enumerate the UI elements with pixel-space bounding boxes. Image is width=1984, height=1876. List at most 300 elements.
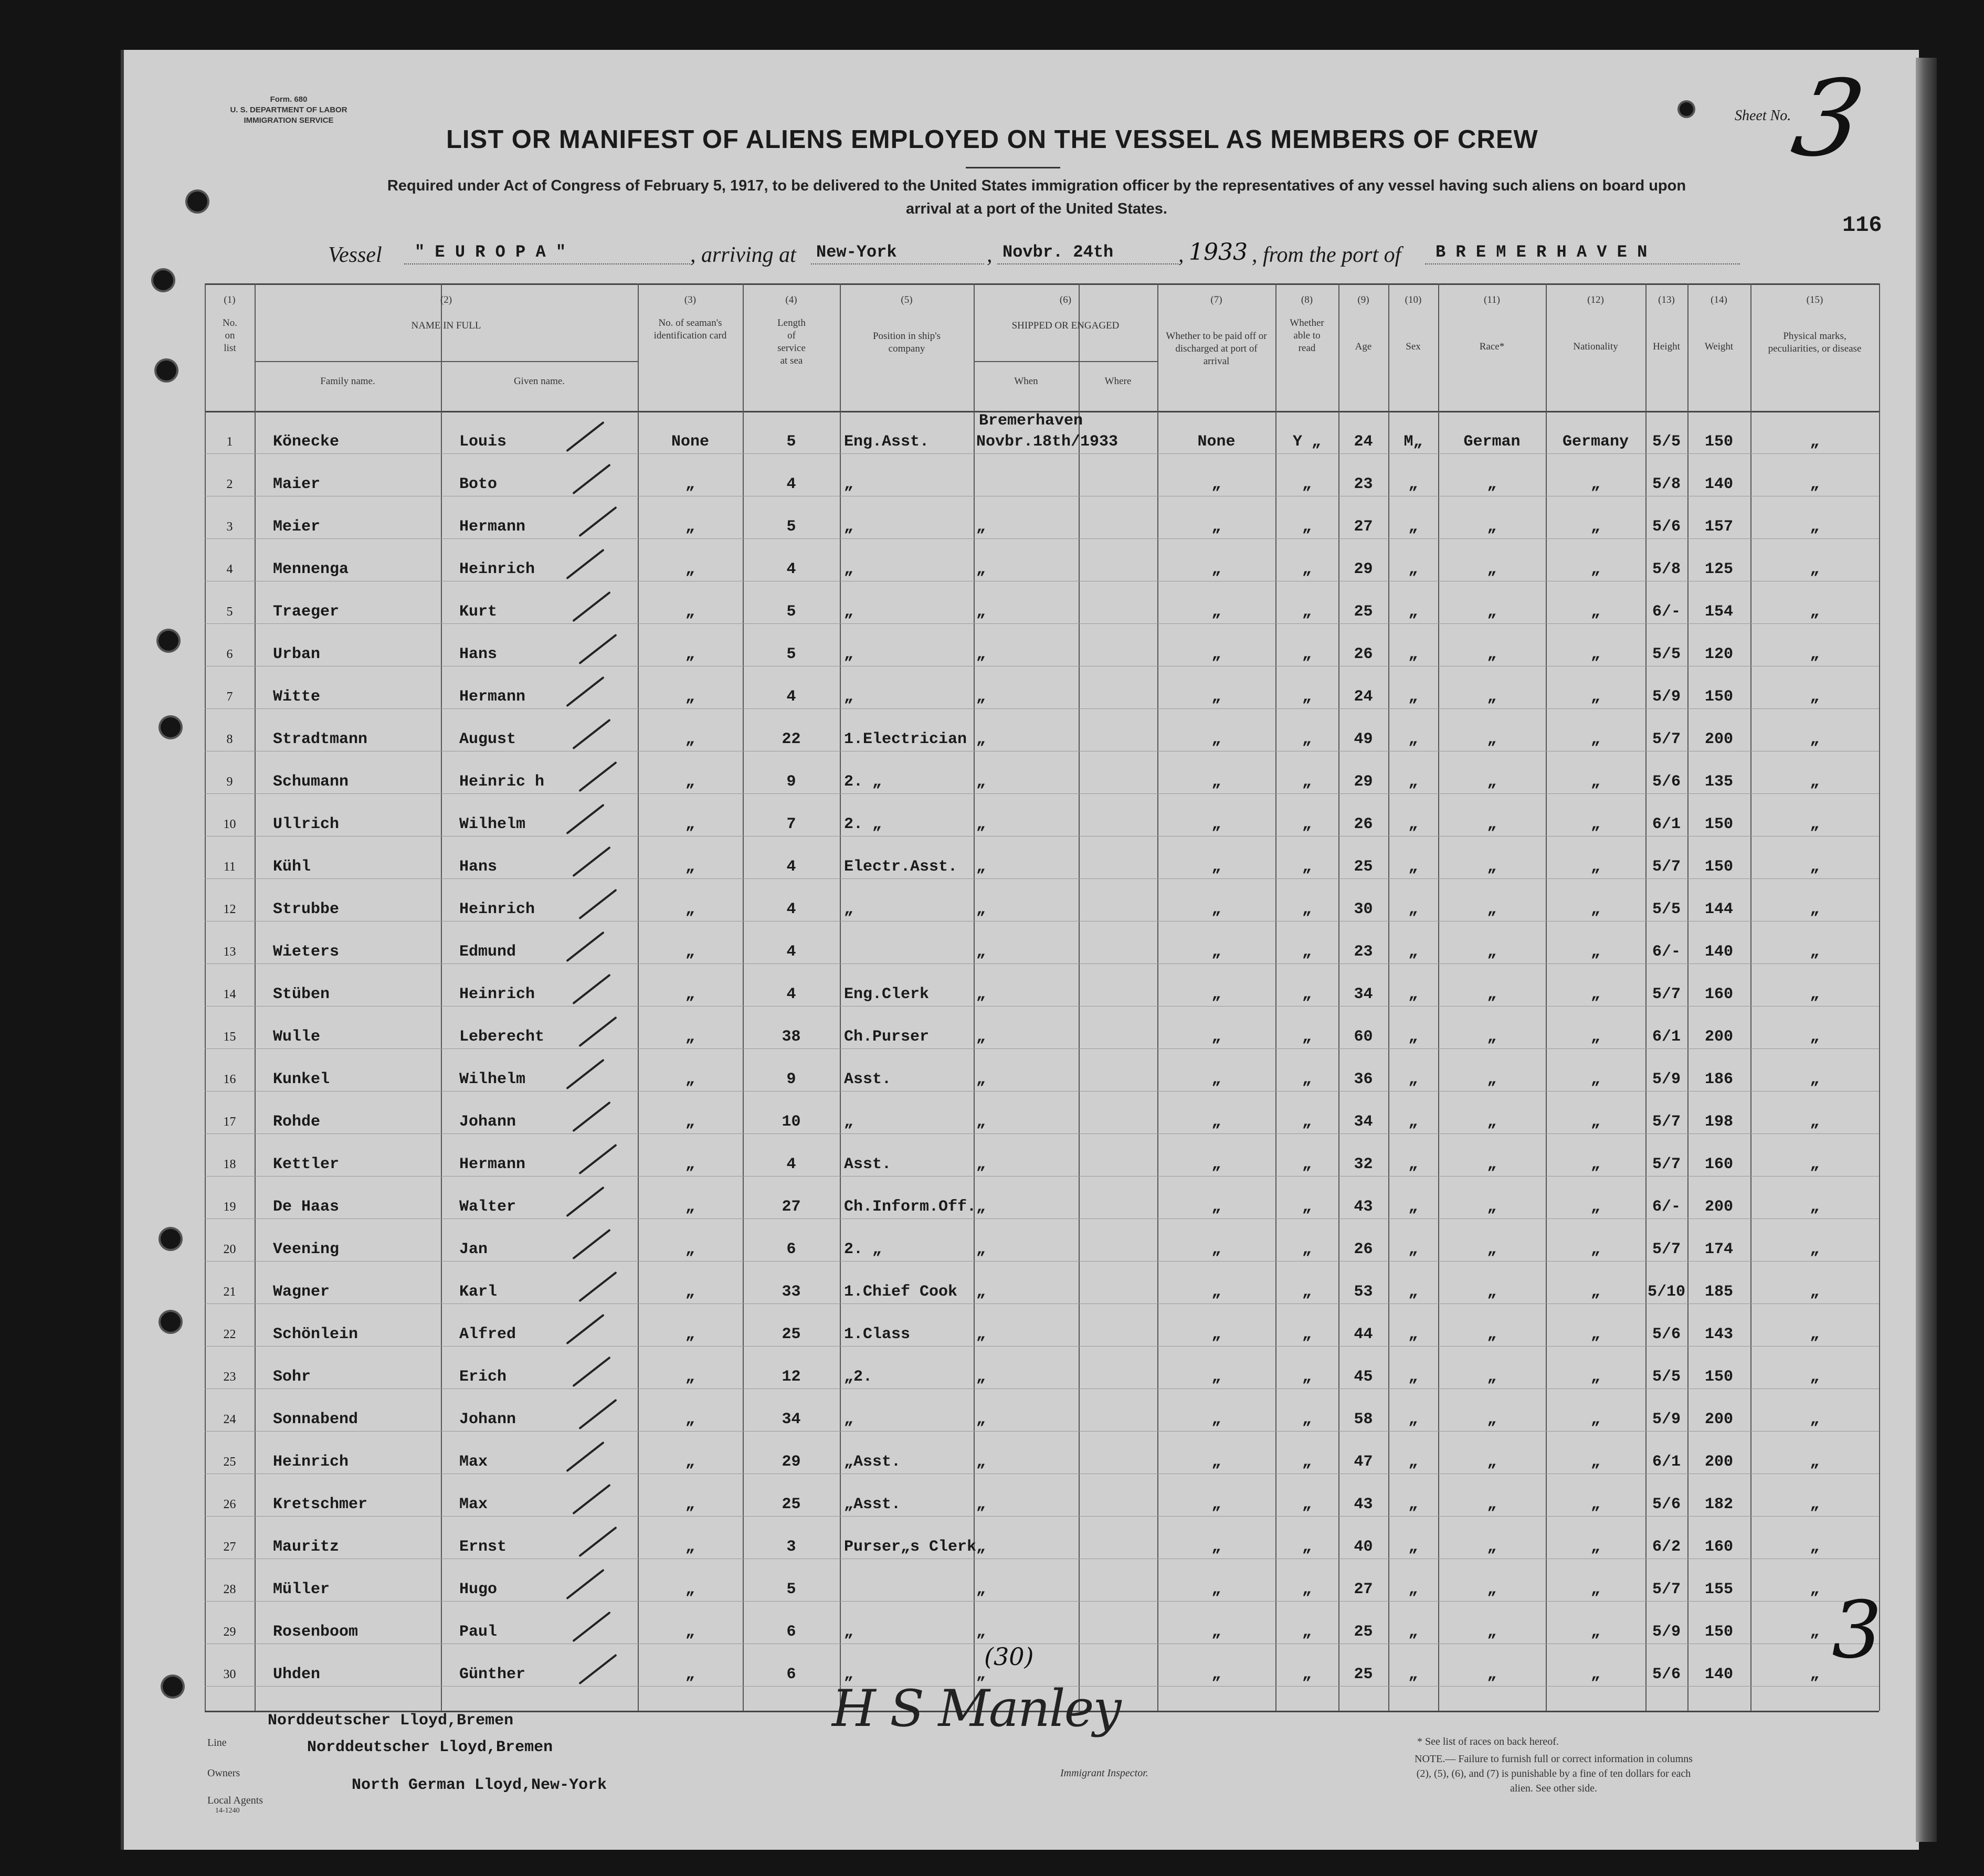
cell-position: 1.Electrician [844,730,967,748]
cell-race: „ [1487,815,1497,833]
arriving-port: New-York [816,242,897,262]
cell-marks: „ [1810,985,1820,1003]
header-name: (2) NAME IN FULL [411,294,481,331]
binder-hole [1680,102,1693,116]
cell-card: „ [685,858,695,876]
cell-family: De Haas [273,1198,340,1216]
cell-height: 5/6 [1652,518,1681,536]
cell-no: 21 [223,1285,236,1299]
cell-sex: „ [1408,1028,1418,1046]
cell-marks: „ [1810,1113,1820,1131]
cell-paid: „ [1211,1581,1221,1598]
cell-height: 5/6 [1652,1666,1681,1683]
cell-weight: 182 [1704,1496,1733,1513]
cell-nat: „ [1590,1666,1600,1683]
cell-race: „ [1487,1368,1497,1386]
cell-when: „ [976,560,986,578]
cell-family: Wieters [273,943,340,961]
cell-no: 13 [223,945,236,959]
cell-height: 6/- [1652,943,1681,961]
cell-read: „ [1302,1453,1312,1471]
cell-service: 3 [786,1538,796,1556]
cell-race: „ [1487,773,1497,791]
cell-read: „ [1302,603,1312,621]
cell-position: Purser„s Clerk [844,1538,977,1556]
cell-read: „ [1302,1326,1312,1343]
cell-service: 29 [782,1453,801,1471]
cell-paid: None [1197,433,1236,451]
cell-paid: „ [1211,645,1221,663]
cell-nat: „ [1590,475,1600,493]
cell-height: 5/8 [1652,475,1681,493]
cell-nat: „ [1590,985,1600,1003]
cell-weight: 198 [1704,1113,1733,1131]
cell-age: 24 [1354,433,1373,451]
cell-race: „ [1487,518,1497,536]
cell-race: „ [1487,1198,1497,1216]
cell-family: Heinrich [273,1453,349,1471]
cell-height: 5/7 [1652,858,1681,876]
cell-sex: „ [1408,900,1418,918]
cell-sex: „ [1408,1156,1418,1173]
cell-no: 12 [223,903,236,916]
cell-age: 25 [1354,858,1373,876]
cell-paid: „ [1211,1538,1221,1556]
cell-read: „ [1302,900,1312,918]
cell-card: „ [685,1156,695,1173]
cell-paid: „ [1211,1028,1221,1046]
cell-no: 20 [223,1243,236,1256]
cell-marks: „ [1810,1028,1820,1046]
cell-read: Y „ [1292,433,1321,451]
row-rule [205,1048,1879,1049]
header-no: (1) No. on list [223,294,237,354]
row-rule [205,1431,1879,1432]
cell-paid: „ [1211,1453,1221,1471]
cell-weight: 160 [1704,1538,1733,1556]
cell-given: Boto [459,475,498,493]
cell-age: 26 [1354,1241,1373,1258]
cell-paid: „ [1211,1496,1221,1513]
cell-when: „ [976,1411,986,1428]
cell-sex: „ [1408,1581,1418,1598]
vessel-underline [404,263,690,264]
cell-when: „ [976,645,986,663]
cell-age: 49 [1354,730,1373,748]
cell-age: 29 [1354,773,1373,791]
cell-marks: „ [1810,1241,1820,1258]
header-height: (13) Height [1653,294,1680,352]
cell-card: „ [685,1071,695,1088]
cell-nat: „ [1590,1113,1600,1131]
cell-family: Witte [273,688,321,706]
cell-height: 5/7 [1652,1581,1681,1598]
cell-no: 8 [226,733,233,746]
binder-hole [161,717,181,737]
cell-when: „ [976,943,986,961]
cell-family: Wulle [273,1028,321,1046]
cell-given: August [459,730,516,748]
line-value: Norddeutscher Lloyd,Bremen [268,1712,514,1730]
cell-card: „ [685,943,695,961]
cell-when: „ [976,858,986,876]
cell-card: „ [685,1326,695,1343]
cell-when: „ [976,1156,986,1173]
cell-marks: „ [1810,730,1820,748]
cell-when: „ [976,1113,986,1131]
cell-position: „ [844,1623,854,1641]
cell-paid: „ [1211,475,1221,493]
cell-service: 7 [786,815,796,833]
cell-paid: „ [1211,858,1221,876]
cell-no: 22 [223,1328,236,1341]
row-rule [205,708,1879,709]
cell-height: 6/- [1652,603,1681,621]
cell-position: 1.Class [844,1326,911,1343]
cell-weight: 150 [1704,1368,1733,1386]
cell-read: „ [1302,688,1312,706]
row-rule [205,963,1879,964]
cell-paid: „ [1211,518,1221,536]
name-subheader-rule [255,361,638,362]
cell-nat: „ [1590,815,1600,833]
cell-nat: „ [1590,1028,1600,1046]
subtitle: Required under Act of Congress of February 5, 1917, to be delivered to the United States immigration officer by the representatives of any vessel having such aliens on board upon arrival at a port of the United States. [387,177,1686,217]
binder-hole [187,192,207,211]
cell-sex: „ [1408,1368,1418,1386]
cell-no: 9 [226,775,233,789]
header-family-name: Family name. [320,376,375,387]
cell-given: Heinrich [459,985,535,1003]
cell-paid: „ [1211,1241,1221,1258]
cell-given: Wilhelm [459,1071,526,1088]
cell-sex: „ [1408,858,1418,876]
header-sex: (10) Sex [1405,294,1422,352]
col-rule [840,283,841,1711]
header-when: When [1014,376,1038,387]
cell-position: „ [844,645,854,663]
cell-service: 4 [786,475,796,493]
arriving-label: , arriving at [690,243,796,267]
cell-nat: „ [1590,1496,1600,1513]
cell-read: „ [1302,1496,1312,1513]
row-rule [205,1133,1879,1134]
count-note: (30) [984,1642,1034,1671]
cell-marks: „ [1810,1496,1820,1513]
penalty-note: NOTE.— Failure to furnish full or correct information in columns (2), (5), (6), and (7) is punishable by a fine of ten dollars for each alien. See other side. [1415,1753,1693,1794]
cell-height: 6/1 [1652,1028,1681,1046]
cell-height: 5/9 [1652,1623,1681,1641]
cell-read: „ [1302,1411,1312,1428]
vessel-name: " E U R O P A " [415,242,566,262]
cell-nat: „ [1590,900,1600,918]
cell-given: Alfred [459,1326,516,1343]
cell-age: 40 [1354,1538,1373,1556]
cell-age: 43 [1354,1496,1373,1513]
row-rule [205,623,1879,624]
cell-service: 25 [782,1326,801,1343]
cell-height: 5/8 [1652,560,1681,578]
cell-card: „ [685,560,695,578]
cell-marks: „ [1810,603,1820,621]
cell-read: „ [1302,773,1312,791]
date-comma: , [987,243,993,267]
cell-card: „ [685,1198,695,1216]
cell-service: 4 [786,985,796,1003]
cell-family: Rosenboom [273,1623,358,1641]
cell-race: „ [1487,1113,1497,1131]
cell-family: Sonnabend [273,1411,358,1428]
cell-when: „ [976,603,986,621]
cell-marks: „ [1810,943,1820,961]
cell-marks: „ [1810,858,1820,876]
cell-age: 25 [1354,603,1373,621]
cell-race: „ [1487,1283,1497,1301]
row-rule [205,1218,1879,1219]
cell-given: Hermann [459,1156,526,1173]
cell-family: Wagner [273,1283,330,1301]
cell-read: „ [1302,1666,1312,1683]
arrival-year: 1933 [1189,239,1248,266]
cell-no: 28 [223,1583,236,1596]
cell-service: 5 [786,645,796,663]
cell-service: 4 [786,858,796,876]
cell-card: „ [685,1283,695,1301]
cell-weight: 154 [1704,603,1733,621]
cell-marks: „ [1810,1453,1820,1471]
cell-weight: 186 [1704,1071,1733,1088]
cell-race: „ [1487,943,1497,961]
cell-race: „ [1487,900,1497,918]
cell-height: 6/2 [1652,1538,1681,1556]
cell-weight: 143 [1704,1326,1733,1343]
cell-nat: „ [1590,688,1600,706]
cell-paid: „ [1211,603,1221,621]
cell-service: 6 [786,1666,796,1683]
cell-no: 25 [223,1455,236,1469]
cell-weight: 150 [1704,688,1733,706]
cell-position: „ [844,1666,854,1683]
cell-family: Sohr [273,1368,311,1386]
cell-race: „ [1487,1496,1497,1513]
cell-nat: „ [1590,1241,1600,1258]
cell-position: „ [844,688,854,706]
cell-family: Veening [273,1241,340,1258]
cell-service: 38 [782,1028,801,1046]
binder-hole [156,361,176,380]
cell-card: „ [685,1368,695,1386]
cell-service: 34 [782,1411,801,1428]
cell-race: „ [1487,1623,1497,1641]
cell-given: Edmund [459,943,516,961]
owners-label: Owners [207,1767,240,1779]
cell-read: „ [1302,1071,1312,1088]
cell-when: „ [976,985,986,1003]
cell-race: „ [1487,1241,1497,1258]
header-age: (9) Age [1355,294,1372,352]
cell-sex: „ [1408,985,1418,1003]
cell-paid: „ [1211,1326,1221,1343]
cell-sex: „ [1408,1666,1418,1683]
cell-sex: „ [1408,943,1418,961]
cell-age: 44 [1354,1326,1373,1343]
cell-race: „ [1487,645,1497,663]
cell-service: 9 [786,773,796,791]
cell-card: „ [685,1581,695,1598]
cell-sex: „ [1408,688,1418,706]
cell-height: 5/5 [1652,1368,1681,1386]
cell-given: Heinrich [459,560,535,578]
cell-weight: 160 [1704,1156,1733,1173]
cell-paid: „ [1211,1156,1221,1173]
cell-nat: „ [1590,1283,1600,1301]
cell-sex: „ [1408,815,1418,833]
cell-no: 6 [226,648,233,661]
cell-age: 23 [1354,943,1373,961]
cell-given: Louis [459,433,507,451]
cell-card: „ [685,645,695,663]
cell-no: 10 [223,818,236,831]
cell-read: „ [1302,730,1312,748]
col-rule [441,283,442,1711]
manifest-table [205,283,1879,1711]
cell-height: 5/7 [1652,730,1681,748]
cell-nat: „ [1590,560,1600,578]
cell-family: Schönlein [273,1326,358,1343]
cell-no: 14 [223,988,236,1001]
form-code: 14-1240 [215,1807,240,1815]
cell-when: „ [976,518,986,536]
cell-race: „ [1487,1071,1497,1088]
paper-stack-edge [1916,58,1937,1842]
cell-weight: 200 [1704,1028,1733,1046]
cell-sex: M„ [1403,433,1423,451]
cell-card: „ [685,475,695,493]
cell-read: „ [1302,1623,1312,1641]
cell-service: 4 [786,900,796,918]
header-where: Where [1104,376,1132,387]
cell-read: „ [1302,1156,1312,1173]
vessel-label: Vessel [328,243,382,267]
cell-weight: 150 [1704,433,1733,451]
cell-nat: „ [1590,1453,1600,1471]
cell-no: 27 [223,1540,236,1554]
cell-given: Johann [459,1113,516,1131]
cell-given: Max [459,1496,488,1513]
cell-sex: „ [1408,603,1418,621]
cell-read: „ [1302,858,1312,876]
cell-when: „ [976,900,986,918]
cell-given: Heinrich [459,900,535,918]
cell-no: 30 [223,1668,236,1681]
cell-weight: 150 [1704,858,1733,876]
cell-no: 3 [226,520,233,534]
cell-position: Eng.Clerk [844,985,930,1003]
cell-sex: „ [1408,1198,1418,1216]
cell-marks: „ [1810,1156,1820,1173]
cell-read: „ [1302,518,1312,536]
cell-no: 5 [226,605,233,619]
cell-position: „2. [844,1368,873,1386]
cell-when: „ [976,1453,986,1471]
cell-position: „ [844,1411,854,1428]
cell-nat: „ [1590,1156,1600,1173]
cell-nat: „ [1590,1198,1600,1216]
cell-race: „ [1487,1326,1497,1343]
cell-age: 27 [1354,1581,1373,1598]
row-rule [205,1516,1879,1517]
cell-sex: „ [1408,1283,1418,1301]
cell-race: „ [1487,1453,1497,1471]
cell-card: „ [685,518,695,536]
cell-service: 4 [786,560,796,578]
cell-age: 45 [1354,1368,1373,1386]
cell-sex: „ [1408,1496,1418,1513]
cell-family: Könecke [273,433,340,451]
cell-service: 10 [782,1113,801,1131]
cell-height: 5/5 [1652,645,1681,663]
cell-nat: „ [1590,1538,1600,1556]
cell-card: „ [685,1241,695,1258]
header-service: (4) Length of service at sea [777,294,806,366]
cell-paid: „ [1211,1411,1221,1428]
cell-weight: 200 [1704,1198,1733,1216]
cell-marks: „ [1810,1368,1820,1386]
cell-family: Meier [273,518,321,536]
cell-card: „ [685,730,695,748]
cell-service: 5 [786,1581,796,1598]
cell-service: 12 [782,1368,801,1386]
binder-hole [161,1312,181,1332]
cell-no: 1 [226,435,233,449]
cell-weight: 125 [1704,560,1733,578]
header-race: (11) Race* [1479,294,1505,352]
cell-given: Max [459,1453,488,1471]
cell-age: 43 [1354,1198,1373,1216]
cell-family: Strubbe [273,900,340,918]
header-read: (8) Whether able to read [1290,294,1324,354]
cell-race: „ [1487,603,1497,621]
cell-nat: „ [1590,1326,1600,1343]
cell-nat: „ [1590,943,1600,961]
cell-family: Maier [273,475,321,493]
cell-height: 5/6 [1652,1326,1681,1343]
cell-position: 2. „ [844,815,882,833]
cell-weight: 185 [1704,1283,1733,1301]
cell-age: 58 [1354,1411,1373,1428]
row-rule [205,1261,1879,1262]
year-comma: , [1178,243,1184,267]
cell-no: 17 [223,1115,236,1129]
cell-no: 15 [223,1030,236,1044]
owners-value: Norddeutscher Lloyd,Bremen [307,1739,553,1756]
cell-no: 7 [226,690,233,704]
cell-race: „ [1487,730,1497,748]
cell-marks: „ [1810,1623,1820,1641]
cell-no: 18 [223,1158,236,1171]
cell-height: 5/7 [1652,1156,1681,1173]
cell-family: Ullrich [273,815,340,833]
margin-number: 3 [1832,1585,1882,1676]
cell-read: „ [1302,943,1312,961]
sheet-label: Sheet No. [1735,108,1791,124]
cell-age: 47 [1354,1453,1373,1471]
header-position: (5) Position in ship's company [872,294,941,354]
cell-nat: Germany [1562,433,1629,451]
cell-marks: „ [1810,1198,1820,1216]
cell-age: 25 [1354,1623,1373,1641]
cell-given: Günther [459,1666,526,1683]
